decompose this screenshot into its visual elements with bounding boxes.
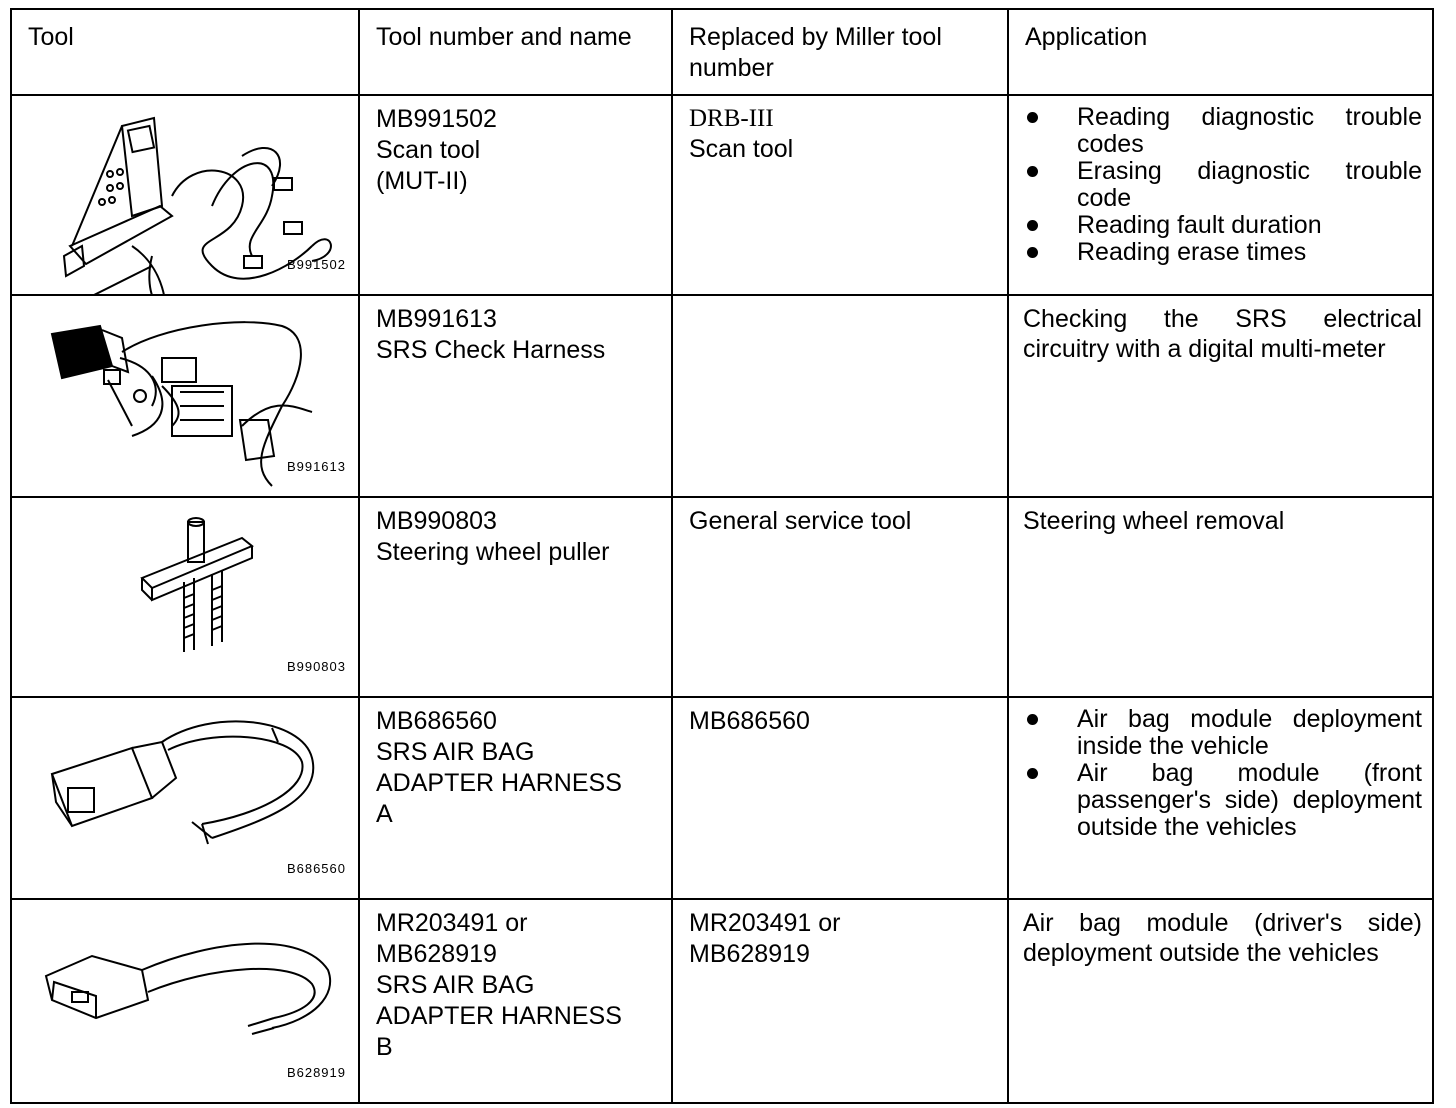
replaced-line: DRB-III: [689, 105, 774, 132]
tool-number-name-cell: [359, 697, 672, 899]
replaced-by-cell: [672, 899, 1008, 1103]
tool-name: SRS Check Harness: [376, 336, 606, 364]
replaced-line: General service tool: [689, 507, 912, 535]
tool-image-code: B990803: [286, 659, 346, 674]
application-list: [1023, 104, 1422, 266]
list-item: Erasing diagnostic trouble code: [1023, 158, 1422, 212]
special-tools-table: [10, 8, 1434, 1104]
tool-name: Steering wheel puller: [376, 538, 610, 566]
tool-image-cell: [11, 899, 359, 1103]
tool-image-code: B991613: [286, 459, 346, 474]
application-cell: [1008, 295, 1433, 497]
application-text: Steering wheel removal: [1023, 507, 1285, 535]
header-tool: Tool: [11, 9, 359, 95]
tool-number-name-cell: [359, 497, 672, 697]
header-replaced-line2: number: [689, 54, 774, 82]
tool-number: MB686560: [376, 707, 497, 735]
application-text: Air bag module (driver's side) deployment outside the vehicles: [1023, 909, 1422, 967]
tool-number-name-cell: [359, 899, 672, 1103]
tool-image-code: B686560: [286, 861, 346, 876]
tool-number: MR203491 or: [376, 909, 528, 937]
tool-image-cell: [11, 497, 359, 697]
header-application: Application: [1008, 9, 1433, 95]
replaced-line: MB628919: [689, 940, 810, 968]
tool-image-code: B991502: [286, 257, 346, 272]
replaced-line: MB686560: [689, 707, 810, 735]
replaced-by-cell: [672, 295, 1008, 497]
application-cell: [1008, 497, 1433, 697]
list-item: Air bag module deployment inside the vehicle: [1023, 706, 1422, 760]
header-replaced-line1: Replaced by Miller tool: [689, 23, 942, 51]
header-replaced-by: [672, 9, 1008, 95]
tool-name: ADAPTER HARNESS: [376, 769, 622, 797]
list-item: Reading fault duration: [1023, 212, 1422, 239]
table-row: [11, 295, 1433, 497]
table-row: [11, 697, 1433, 899]
tool-image-cell: [11, 697, 359, 899]
table-row: [11, 95, 1433, 295]
tool-name: Scan tool: [376, 136, 481, 164]
tool-number: MB991613: [376, 305, 497, 333]
replaced-line: Scan tool: [689, 135, 794, 163]
tool-image-cell: [11, 95, 359, 295]
application-list: [1023, 706, 1422, 841]
tool-number: MB628919: [376, 940, 497, 968]
tool-number-name-cell: [359, 95, 672, 295]
list-item: Air bag module (front passenger's side) deployment outside the vehicles: [1023, 760, 1422, 841]
tool-name: SRS AIR BAG: [376, 738, 535, 766]
header-tool-number-name: Tool number and name: [359, 9, 672, 95]
tool-image-cell: [11, 295, 359, 497]
tool-name-extra: (MUT-II): [376, 167, 468, 195]
tool-name: ADAPTER HARNESS: [376, 1002, 622, 1030]
application-cell: [1008, 899, 1433, 1103]
replaced-line: MR203491 or: [689, 909, 841, 937]
application-text: Checking the SRS electrical circuitry with a digital multi-meter: [1023, 305, 1422, 363]
header-row: [11, 9, 1433, 95]
tool-name: A: [376, 800, 393, 828]
table-row: [11, 497, 1433, 697]
application-cell: [1008, 95, 1433, 295]
list-item: Reading erase times: [1023, 239, 1422, 266]
tool-name: B: [376, 1033, 393, 1061]
tool-number: MB991502: [376, 105, 497, 133]
tool-number: MB990803: [376, 507, 497, 535]
tool-number-name-cell: [359, 295, 672, 497]
replaced-by-cell: [672, 497, 1008, 697]
application-cell: [1008, 697, 1433, 899]
replaced-by-cell: [672, 697, 1008, 899]
tool-image-code: B628919: [286, 1065, 346, 1080]
table-row: [11, 899, 1433, 1103]
list-item: Reading diagnostic trouble codes: [1023, 104, 1422, 158]
replaced-by-cell: [672, 95, 1008, 295]
tool-name: SRS AIR BAG: [376, 971, 535, 999]
